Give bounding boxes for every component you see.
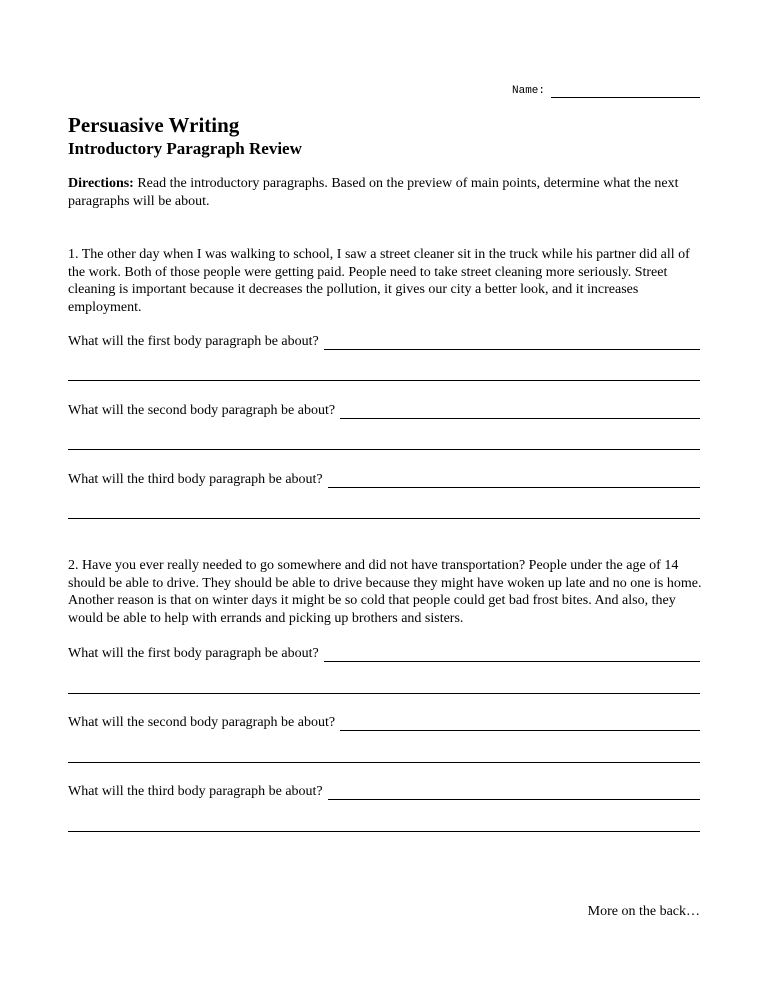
page-subtitle: Introductory Paragraph Review: [68, 139, 302, 158]
answer-line-full[interactable]: [68, 380, 700, 381]
directions-label: Directions:: [68, 176, 134, 191]
answer-line[interactable]: [328, 785, 700, 800]
question-2-3[interactable]: [68, 782, 700, 800]
answer-line-full[interactable]: [68, 762, 700, 763]
question-2-2[interactable]: [68, 713, 700, 731]
question-1-2[interactable]: [68, 401, 700, 419]
passage-2: 2. Have you ever really needed to go somewhere and did not have transportation? People under the age of 14 should be able to drive. They should be able to drive because they might have woken up late and no one is home. Another reason is that on winter days it might be so cold that people could get bad frost bites. And also, they would be able to help with errands and picking up brothers and sisters.: [68, 558, 702, 626]
answer-line[interactable]: [328, 473, 700, 488]
question-text: What will the first body paragraph be about?: [68, 334, 319, 349]
question-text: What will the third body paragraph be about?: [68, 784, 323, 799]
name-write-line[interactable]: [551, 85, 700, 98]
page-title: Persuasive Writing: [68, 113, 240, 137]
question-1-1[interactable]: [68, 332, 700, 350]
question-2-1[interactable]: [68, 644, 700, 662]
answer-line[interactable]: [340, 404, 700, 419]
directions-text: Read the introductory paragraphs. Based on the preview of main points, determine what the next paragraphs will be about.: [68, 176, 679, 209]
passage-1: 1. The other day when I was walking to school, I saw a street cleaner sit in the truck while his partner did all of the work. Both of those people were getting paid. People need to take street cleaning more seriously. Street cleaning is important because it decreases the pollution, it gives our city a better look, and it increases employment.: [68, 247, 690, 315]
answer-line[interactable]: [340, 716, 700, 731]
answer-line[interactable]: [324, 647, 700, 662]
more-on-back-note: More on the back…: [587, 904, 700, 919]
answer-line[interactable]: [324, 335, 700, 350]
answer-line-full[interactable]: [68, 693, 700, 694]
answer-line-full[interactable]: [68, 518, 700, 519]
answer-line-full[interactable]: [68, 449, 700, 450]
question-text: What will the second body paragraph be about?: [68, 403, 336, 418]
question-text: What will the third body paragraph be about?: [68, 472, 323, 487]
question-text: What will the second body paragraph be about?: [68, 715, 336, 730]
name-label: Name:: [512, 85, 546, 97]
question-text: What will the first body paragraph be about?: [68, 646, 319, 661]
name-field[interactable]: [512, 82, 700, 98]
directions: [68, 175, 708, 211]
answer-line-full[interactable]: [68, 831, 700, 832]
question-1-3[interactable]: [68, 470, 700, 488]
